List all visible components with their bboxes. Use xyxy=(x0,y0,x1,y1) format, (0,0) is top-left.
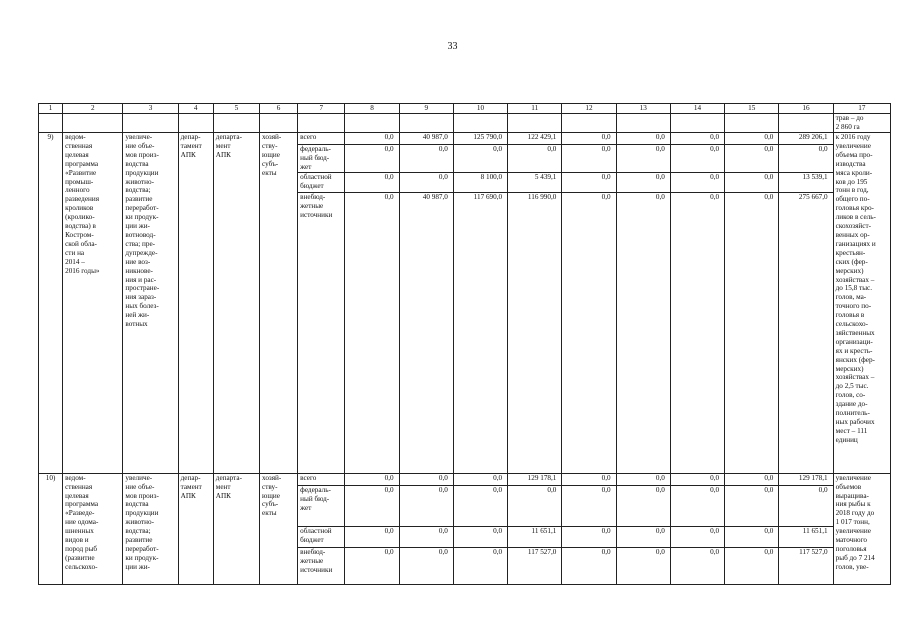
funding-value: 0,0 xyxy=(616,172,670,192)
funding-value: 0,0 xyxy=(562,485,616,526)
col-number: 17 xyxy=(833,104,890,114)
funding-total: 0,0 xyxy=(779,485,833,526)
funding-value: 0,0 xyxy=(345,145,399,173)
funding-value: 0,0 xyxy=(616,547,670,584)
funding-value: 0,0 xyxy=(345,172,399,192)
funding-total: 0,0 xyxy=(779,145,833,173)
funding-value: 0,0 xyxy=(725,133,779,145)
funding-value: 0,0 xyxy=(453,145,507,173)
funding-value: 40 987,0 xyxy=(399,192,453,473)
empty-cell xyxy=(453,114,507,133)
funding-source: областной бюджет xyxy=(298,526,345,547)
col-number: 2 xyxy=(63,104,123,114)
col-number: 5 xyxy=(213,104,259,114)
funding-value: 0,0 xyxy=(616,485,670,526)
funding-total: 117 527,0 xyxy=(779,547,833,584)
funding-value: 0,0 xyxy=(562,192,616,473)
funding-source: областной бюджет xyxy=(298,172,345,192)
funding-source: всего xyxy=(298,473,345,485)
empty-cell xyxy=(260,114,298,133)
col-number: 6 xyxy=(260,104,298,114)
empty-cell xyxy=(670,114,724,133)
funding-total: 275 667,0 xyxy=(779,192,833,473)
col-number: 12 xyxy=(562,104,616,114)
col-number: 15 xyxy=(725,104,779,114)
col-number: 8 xyxy=(345,104,399,114)
funding-value: 0,0 xyxy=(725,473,779,485)
empty-cell xyxy=(562,114,616,133)
funding-value: 0,0 xyxy=(725,485,779,526)
coordinator: департа- мент АПК xyxy=(213,133,259,474)
expected-result: увеличение объемов выращива- ния рыбы к 2018 году до 1 017 тонн, увеличение маточного поголовья рыб до 7 214 голов, уве- xyxy=(833,473,890,584)
funding-value: 0,0 xyxy=(508,485,562,526)
funding-value: 0,0 xyxy=(399,547,453,584)
funding-value: 0,0 xyxy=(725,145,779,173)
empty-cell xyxy=(345,114,399,133)
row-number: 9) xyxy=(39,133,63,474)
funding-value: 0,0 xyxy=(453,526,507,547)
funding-value: 0,0 xyxy=(562,133,616,145)
participants: хозяй- ству- ющие субъ- екты xyxy=(260,473,298,584)
funding-value: 0,0 xyxy=(616,192,670,473)
responsible-executor: депар- тамент АПК xyxy=(178,473,213,584)
empty-cell xyxy=(213,114,259,133)
expected-result: к 2016 году увеличение объема про- изводства мяса кроли- ков до 195 тонн в год, общего по- головья кро- ликов в сель- скохозяйст- венных ор- ганизациях и крестьян- ских (фер- мерских) хозяйствах – до 15,8 тыс. голов, ма- точного по- головья в сельскохо- зяйственных организаци- ях и кресть- янских (фер- мерских) хозяйствах – до 2,5 тыс. голов, со- здание до- полнитель- ных рабочих мест – 111 единиц xyxy=(833,133,890,474)
funding-total: 129 178,1 xyxy=(779,473,833,485)
funding-value: 0,0 xyxy=(670,145,724,173)
funding-source: внебюд- жетные источники xyxy=(298,192,345,473)
program-name: ведом- ственная целевая программа «Разведе- ние одома- шненных видов и пород рыб (развитие сельскохо- xyxy=(63,473,123,584)
program-table xyxy=(38,103,891,585)
empty-cell xyxy=(63,114,123,133)
funding-value: 5 439,1 xyxy=(508,172,562,192)
empty-cell xyxy=(616,114,670,133)
col-number: 7 xyxy=(298,104,345,114)
empty-cell xyxy=(725,114,779,133)
funding-value: 8 100,0 xyxy=(453,172,507,192)
funding-value: 0,0 xyxy=(670,526,724,547)
funding-value: 0,0 xyxy=(345,192,399,473)
funding-value: 117 690,0 xyxy=(453,192,507,473)
row-number: 10) xyxy=(39,473,63,584)
program-goal: увеличе- ние объе- мов произ- водства продукции животно- водства; развитие переработ- ки продук- ции жи- xyxy=(123,473,178,584)
funding-value: 0,0 xyxy=(670,192,724,473)
empty-cell xyxy=(123,114,178,133)
funding-value: 0,0 xyxy=(345,133,399,145)
funding-value: 0,0 xyxy=(562,526,616,547)
funding-value: 40 987,0 xyxy=(399,133,453,145)
funding-value: 0,0 xyxy=(725,172,779,192)
carryover-result: трав – до 2 860 га xyxy=(833,114,890,133)
funding-value: 0,0 xyxy=(725,192,779,473)
empty-cell xyxy=(779,114,833,133)
empty-cell xyxy=(298,114,345,133)
program-goal: увеличе- ние объе- мов произ- водства продукции животно- водства; развитие переработ- ки продук- ции жи- вотновод- ства; пре- дупрежде- ние воз- никнове- ния и рас- простране- ния зараз- ных болез- ней жи- вотных xyxy=(123,133,178,474)
funding-value: 0,0 xyxy=(453,473,507,485)
funding-row xyxy=(39,473,891,485)
funding-value: 0,0 xyxy=(670,485,724,526)
funding-value: 0,0 xyxy=(345,485,399,526)
funding-source: федераль- ный бюд- жет xyxy=(298,485,345,526)
funding-total: 289 206,1 xyxy=(779,133,833,145)
col-number: 11 xyxy=(508,104,562,114)
funding-source: всего xyxy=(298,133,345,145)
column-number-row xyxy=(39,104,891,114)
funding-value: 0,0 xyxy=(670,133,724,145)
funding-value: 0,0 xyxy=(616,145,670,173)
funding-value: 0,0 xyxy=(725,547,779,584)
funding-value: 0,0 xyxy=(562,145,616,173)
funding-value: 117 527,0 xyxy=(508,547,562,584)
col-number: 16 xyxy=(779,104,833,114)
funding-value: 0,0 xyxy=(399,473,453,485)
funding-source: федераль- ный бюд- жет xyxy=(298,145,345,173)
funding-value: 0,0 xyxy=(562,547,616,584)
funding-value: 129 178,1 xyxy=(508,473,562,485)
funding-value: 0,0 xyxy=(345,473,399,485)
participants: хозяй- ству- ющие субъ- екты xyxy=(260,133,298,474)
col-number: 10 xyxy=(453,104,507,114)
funding-row xyxy=(39,133,891,145)
funding-value: 0,0 xyxy=(562,473,616,485)
col-number: 9 xyxy=(399,104,453,114)
funding-value: 0,0 xyxy=(508,145,562,173)
page-number: 33 xyxy=(447,41,458,52)
funding-value: 0,0 xyxy=(399,485,453,526)
col-number: 13 xyxy=(616,104,670,114)
funding-value: 0,0 xyxy=(453,485,507,526)
funding-source: внебюд- жетные источники xyxy=(298,547,345,584)
funding-value: 0,0 xyxy=(616,526,670,547)
col-number: 1 xyxy=(39,104,63,114)
funding-value: 0,0 xyxy=(399,526,453,547)
col-number: 4 xyxy=(178,104,213,114)
funding-value: 0,0 xyxy=(670,547,724,584)
funding-value: 0,0 xyxy=(725,526,779,547)
funding-value: 125 790,0 xyxy=(453,133,507,145)
carryover-row xyxy=(39,114,891,133)
funding-value: 0,0 xyxy=(670,473,724,485)
funding-value: 0,0 xyxy=(562,172,616,192)
funding-value: 0,0 xyxy=(399,172,453,192)
coordinator: департа- мент АПК xyxy=(213,473,259,584)
responsible-executor: депар- тамент АПК xyxy=(178,133,213,474)
funding-value: 0,0 xyxy=(345,547,399,584)
funding-value: 11 651,1 xyxy=(508,526,562,547)
col-number: 14 xyxy=(670,104,724,114)
program-name: ведом- ственная целевая программа «Развитие промыш- ленного разведения кроликов (кролико- водства) в Костром- ской обла- сти на 2014 – 2016 годы» xyxy=(63,133,123,474)
funding-value: 0,0 xyxy=(616,473,670,485)
funding-value: 0,0 xyxy=(616,133,670,145)
funding-value: 0,0 xyxy=(345,526,399,547)
col-number: 3 xyxy=(123,104,178,114)
funding-value: 122 429,1 xyxy=(508,133,562,145)
empty-cell xyxy=(39,114,63,133)
funding-value: 0,0 xyxy=(670,172,724,192)
funding-value: 0,0 xyxy=(453,547,507,584)
empty-cell xyxy=(508,114,562,133)
funding-total: 13 539,1 xyxy=(779,172,833,192)
funding-total: 11 651,1 xyxy=(779,526,833,547)
empty-cell xyxy=(178,114,213,133)
funding-value: 0,0 xyxy=(399,145,453,173)
funding-value: 116 990,0 xyxy=(508,192,562,473)
empty-cell xyxy=(399,114,453,133)
